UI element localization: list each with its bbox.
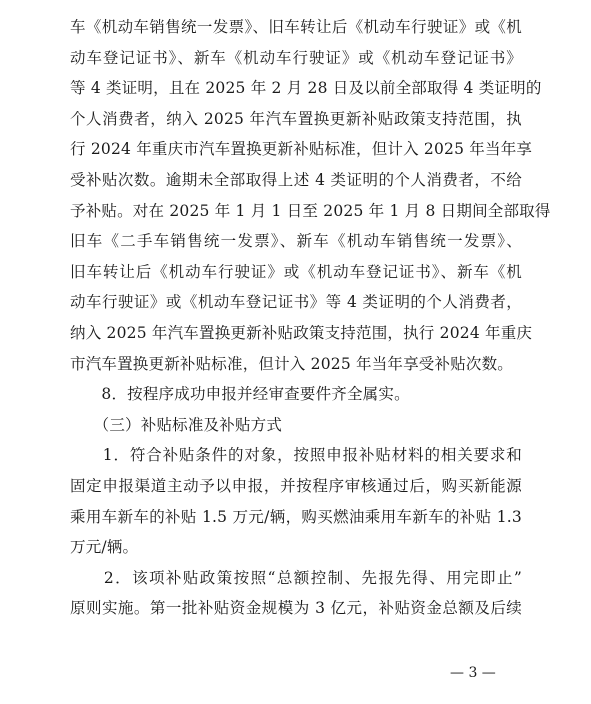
text-line: 旧车《二手车销售统一发票》、新车《机动车销售统一发票》、 [70,232,522,251]
text-line: 纳入 2025 年汽车置换更新补贴政策支持范围，执行 2024 年重庆 [70,323,533,342]
text-line: 市汽车置换更新补贴标准，但计入 2025 年当年享受补贴次数。 [70,354,514,373]
text-line: 原则实施。第一批补贴资金规模为 3 亿元，补贴资金总额及后续 [70,599,522,618]
text-line: 动车登记证书》、新车《机动车行驶证》或《机动车登记证书》 [70,48,522,67]
text-line: 万元/辆。 [70,538,139,557]
text-line: 8．按程序成功申报并经审查要件齐全属实。 [70,385,410,404]
document-body [70,12,551,624]
text-line: 乘用车新车的补贴 1.5 万元/辆，购买燃油乘用车新车的补贴 1.3 [70,507,522,526]
text-line: 旧车转让后《机动车行驶证》或《机动车登记证书》、新车《机 [70,262,522,281]
text-line: 受补贴次数。逾期未全部取得上述 4 类证明的个人消费者，不给 [70,170,522,189]
text-line: 2．该项补贴政策按照“总额控制、先报先得、用完即止” [70,568,522,587]
text-line: 1．符合补贴条件的对象，按照申报补贴材料的相关要求和 [70,446,522,465]
text-line: 固定申报渠道主动予以申报，并按程序审核通过后，购买新能源 [70,476,522,495]
text-line: 予补贴。对在 2025 年 1 月 1 日至 2025 年 1 月 8 日期间全部取得 [70,201,551,220]
section-heading: （三）补贴标准及补贴方式 [70,415,283,434]
text-line: 行 2024 年重庆市汽车置换更新补贴标准，但计入 2025 年当年享 [70,140,533,159]
text-line: 车《机动车销售统一发票》、旧车转让后《机动车行驶证》或《机 [70,18,522,36]
text-line: 动车行驶证》或《机动车登记证书》等 4 类证明的个人消费者， [70,293,522,312]
page-number: — 3 — [450,665,496,681]
text-line: 个人消费者，纳入 2025 年汽车置换更新补贴政策支持范围，执 [70,109,522,128]
text-line: 等 4 类证明，且在 2025 年 2 月 28 日及以前全部取得 4 类证明的 [70,79,542,98]
